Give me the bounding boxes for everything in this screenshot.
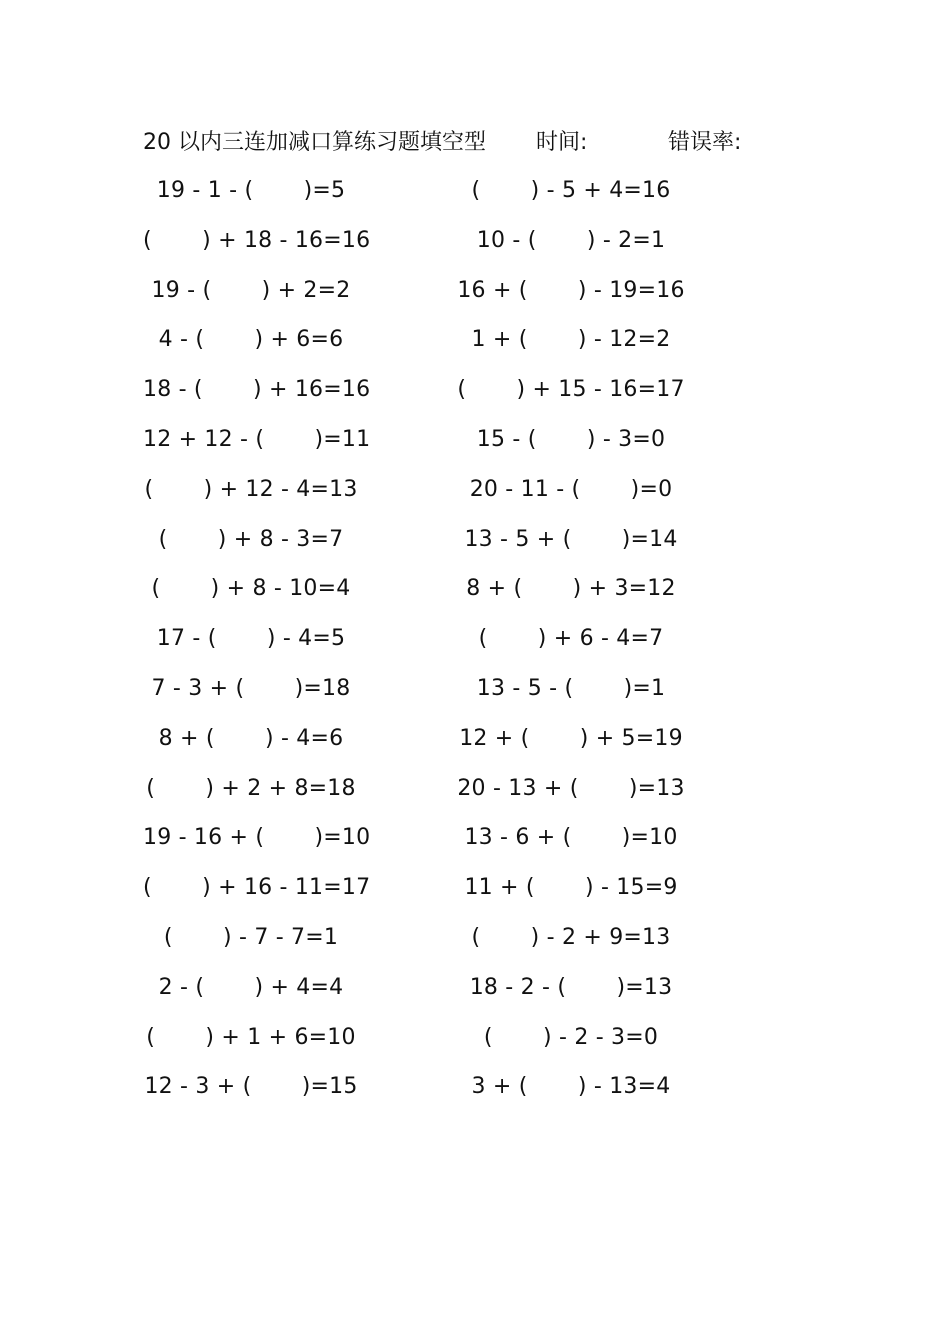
- problem-right: 15 - ( ) - 3=0: [476, 426, 666, 452]
- problem-row: [0, 370, 950, 420]
- problem-left: ( ) + 8 - 3=7: [158, 526, 344, 552]
- problem-row: [0, 171, 950, 221]
- time-label: 时间:: [536, 130, 588, 155]
- problem-left: ( ) + 1 + 6=10: [146, 1024, 356, 1050]
- problem-right: ( ) + 15 - 16=17: [457, 377, 685, 403]
- problem-left: 12 - 3 + ( )=15: [144, 1074, 358, 1100]
- problem-left: 8 + ( ) - 4=6: [158, 725, 344, 751]
- problem-right: 12 + ( ) + 5=19: [459, 725, 683, 751]
- worksheet-title: 20 以内三连加减口算练习题填空型: [143, 130, 486, 155]
- problem-right: 13 - 5 - ( )=1: [476, 675, 666, 701]
- worksheet-header: [143, 126, 763, 160]
- problem-right: ( ) - 2 + 9=13: [471, 924, 671, 950]
- problem-right: 20 - 11 - ( )=0: [469, 476, 673, 502]
- problem-right: 8 + ( ) + 3=12: [466, 576, 676, 602]
- problem-right: 20 - 13 + ( )=13: [457, 775, 685, 801]
- problem-left: ( ) + 18 - 16=16: [143, 227, 371, 253]
- problem-row: [0, 470, 950, 520]
- problem-right: ( ) - 2 - 3=0: [483, 1024, 659, 1050]
- problem-right: ( ) - 5 + 4=16: [471, 178, 671, 203]
- problem-right: 11 + ( ) - 15=9: [464, 875, 678, 901]
- problem-row: [0, 918, 950, 968]
- problem-right: 16 + ( ) - 19=16: [457, 277, 685, 303]
- problem-right: 1 + ( ) - 12=2: [471, 327, 671, 353]
- problem-row: [0, 320, 950, 370]
- error-rate-label: 错误率:: [668, 130, 742, 155]
- problem-row: [0, 569, 950, 619]
- problem-right: 18 - 2 - ( )=13: [469, 974, 673, 1000]
- problem-row: [0, 669, 950, 719]
- problem-right: 10 - ( ) - 2=1: [476, 227, 666, 253]
- problem-left: 7 - 3 + ( )=18: [151, 675, 351, 701]
- problem-left: ( ) - 7 - 7=1: [163, 924, 339, 950]
- problem-left: 12 + 12 - ( )=11: [143, 426, 371, 452]
- problem-row: [0, 868, 950, 918]
- problem-left: ( ) + 12 - 4=13: [144, 476, 358, 502]
- problem-left: 19 - 1 - ( )=5: [156, 178, 346, 203]
- problem-right: 13 - 5 + ( )=14: [464, 526, 678, 552]
- problem-left: ( ) + 16 - 11=17: [143, 875, 371, 901]
- problem-left: 19 - 16 + ( )=10: [143, 825, 371, 851]
- problem-row: [0, 719, 950, 769]
- problem-left: 2 - ( ) + 4=4: [158, 974, 344, 1000]
- problem-left: 18 - ( ) + 16=16: [143, 377, 371, 403]
- problem-right: 3 + ( ) - 13=4: [471, 1074, 671, 1100]
- problem-row: [0, 619, 950, 669]
- problem-row: [0, 818, 950, 868]
- problem-grid: [0, 171, 950, 1117]
- problem-row: [0, 221, 950, 271]
- problem-left: 4 - ( ) + 6=6: [158, 327, 344, 353]
- problem-right: 13 - 6 + ( )=10: [464, 825, 678, 851]
- problem-row: [0, 1067, 950, 1117]
- problem-row: [0, 520, 950, 570]
- problem-left: 19 - ( ) + 2=2: [151, 277, 351, 303]
- problem-row: [0, 420, 950, 470]
- problem-left: 17 - ( ) - 4=5: [156, 626, 346, 652]
- problem-left: ( ) + 8 - 10=4: [151, 576, 351, 602]
- problem-row: [0, 271, 950, 321]
- problem-right: ( ) + 6 - 4=7: [478, 626, 664, 652]
- problem-row: [0, 769, 950, 819]
- problem-left: ( ) + 2 + 8=18: [146, 775, 356, 801]
- problem-row: [0, 1018, 950, 1068]
- problem-row: [0, 968, 950, 1018]
